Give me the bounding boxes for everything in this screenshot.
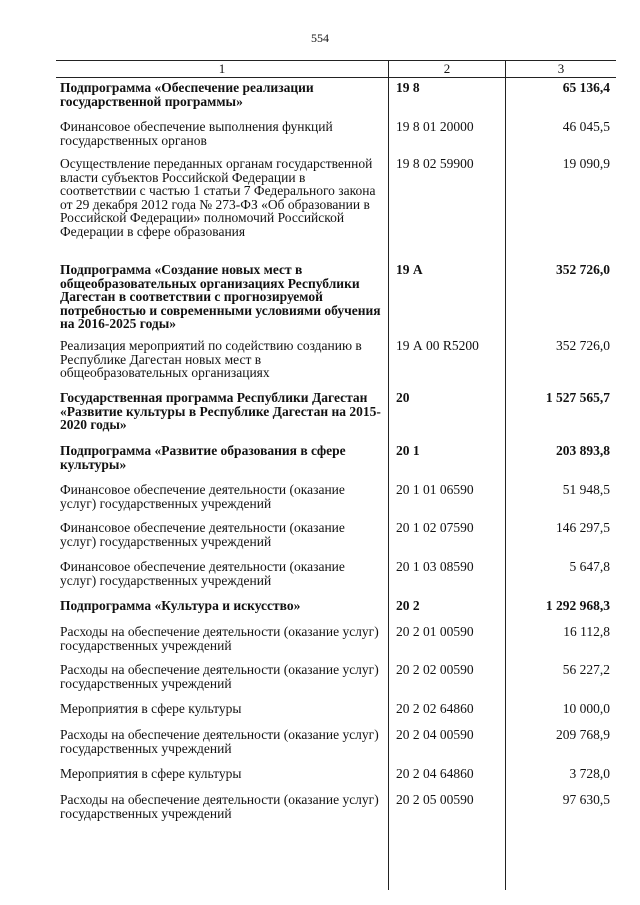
row-name: Подпрограмма «Создание новых мест в общеобразовательных организациях Республики Дагестан в соответствии с прогнозируемой потребностью и современными условиями обучения на 2016-2025 годы» — [60, 262, 381, 331]
row-amount: 209 768,9 — [556, 727, 610, 742]
row-name: Государственная программа Республики Дагестан «Развитие культуры в Республике Дагестан на 2015-2020 годы» — [60, 390, 381, 432]
header-col-3: 3 — [557, 61, 565, 76]
row-code: 20 2 05 00590 — [396, 792, 474, 807]
budget-table — [56, 60, 616, 890]
row-amount: 146 297,5 — [556, 520, 610, 535]
row-code: 20 2 02 64860 — [396, 701, 474, 716]
row-code: 20 — [396, 390, 410, 405]
row-code: 19 8 02 59900 — [396, 156, 474, 171]
column-divider — [505, 60, 506, 890]
row-name: Подпрограмма «Обеспечение реализации государственной программы» — [60, 80, 314, 109]
row-code: 20 1 02 07590 — [396, 520, 474, 535]
row-name: Осуществление переданных органам государственной власти субъектов Российской Федерации в соответствии с частью 1 статьи 7 Федерального закона от 29 декабря 2012 года № 273-ФЗ «Об образовании в Российской Федерации» полномочий Российской Федерации в сфере образования — [60, 156, 376, 239]
row-code: 20 2 02 00590 — [396, 662, 474, 677]
row-name: Расходы на обеспечение деятельности (оказание услуг) государственных учреждений — [60, 727, 379, 756]
row-amount: 97 630,5 — [562, 792, 610, 807]
row-amount: 1 292 968,3 — [545, 598, 610, 613]
row-name: Финансовое обеспечение деятельности (оказание услуг) государственных учреждений — [60, 559, 345, 588]
row-name: Мероприятия в сфере культуры — [60, 766, 242, 781]
row-code: 20 1 01 06590 — [396, 482, 474, 497]
row-code: 19 А — [396, 262, 423, 277]
row-name: Подпрограмма «Культура и искусство» — [60, 598, 301, 613]
row-code: 20 2 — [396, 598, 420, 613]
row-amount: 352 726,0 — [556, 338, 610, 353]
row-code: 20 2 01 00590 — [396, 624, 474, 639]
row-name: Реализация мероприятий по содействию созданию в Республике Дагестан новых мест в общеобразовательных организациях — [60, 338, 362, 380]
row-code: 20 1 — [396, 443, 420, 458]
row-name: Финансовое обеспечение деятельности (оказание услуг) государственных учреждений — [60, 482, 345, 511]
row-name: Расходы на обеспечение деятельности (оказание услуг) государственных учреждений — [60, 662, 379, 691]
row-name: Подпрограмма «Развитие образования в сфере культуры» — [60, 443, 346, 472]
row-code: 19 8 01 20000 — [396, 119, 474, 134]
header-col-2: 2 — [443, 61, 451, 76]
row-amount: 352 726,0 — [556, 262, 610, 277]
row-code: 20 1 03 08590 — [396, 559, 474, 574]
row-amount: 1 527 565,7 — [545, 390, 610, 405]
row-code: 19 8 — [396, 80, 420, 95]
row-amount: 10 000,0 — [562, 701, 610, 716]
row-name: Мероприятия в сфере культуры — [60, 701, 242, 716]
row-code: 20 2 04 00590 — [396, 727, 474, 742]
row-name: Расходы на обеспечение деятельности (оказание услуг) государственных учреждений — [60, 624, 379, 653]
row-code: 19 А 00 R5200 — [396, 338, 479, 353]
page-number: 554 — [311, 31, 329, 45]
row-code: 20 2 04 64860 — [396, 766, 474, 781]
column-divider — [388, 60, 389, 890]
row-amount: 16 112,8 — [563, 624, 610, 639]
row-name: Финансовое обеспечение выполнения функций государственных органов — [60, 119, 333, 148]
header-col-1: 1 — [218, 61, 226, 76]
row-name: Расходы на обеспечение деятельности (оказание услуг) государственных учреждений — [60, 792, 379, 821]
row-amount: 56 227,2 — [562, 662, 610, 677]
table-header-row — [56, 60, 616, 78]
row-amount: 65 136,4 — [562, 80, 610, 95]
row-amount: 19 090,9 — [562, 156, 610, 171]
row-name: Финансовое обеспечение деятельности (оказание услуг) государственных учреждений — [60, 520, 345, 549]
row-amount: 51 948,5 — [562, 482, 610, 497]
row-amount: 203 893,8 — [556, 443, 610, 458]
row-amount: 5 647,8 — [569, 559, 610, 574]
row-amount: 3 728,0 — [569, 766, 610, 781]
row-amount: 46 045,5 — [562, 119, 610, 134]
